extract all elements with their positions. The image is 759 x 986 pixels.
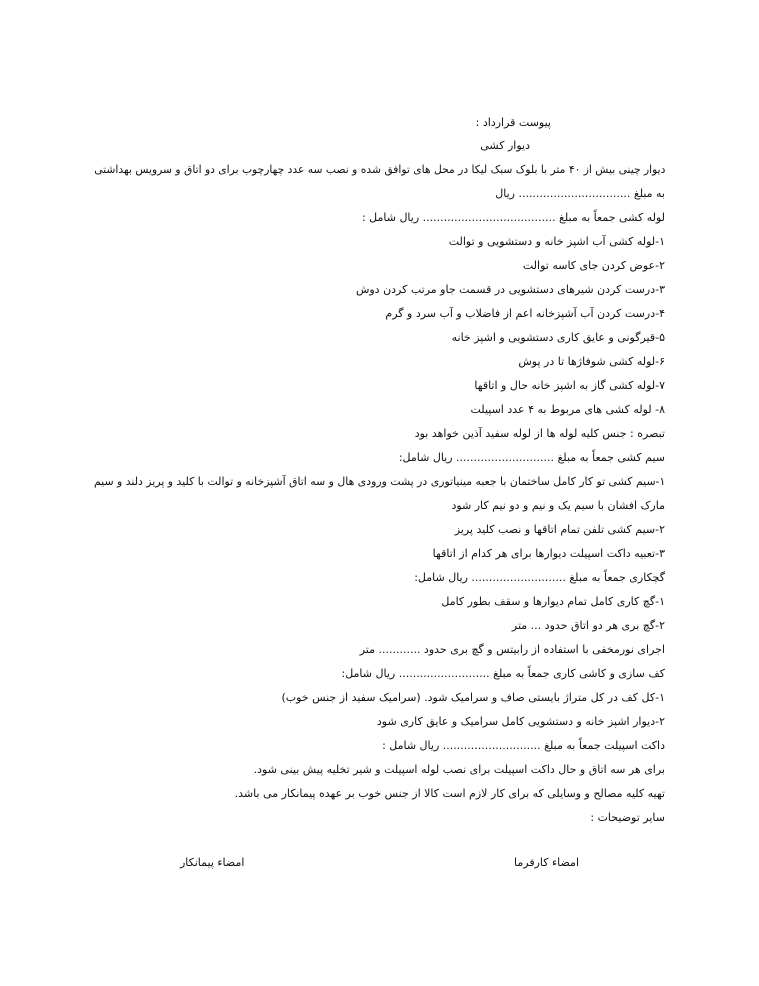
note-line: تبصره : جنس کلیه لوله ها از لوله سفید آذین خواهد بود [414,427,665,440]
list-item: ۷-لوله کشی گاز به اشپز خانه حال و اتاقها [474,379,665,392]
text-line: اجرای نورمخفی با استفاده از رابیتس و گچ بری حدود ............ متر [359,643,665,656]
employer-signature-label: امضاء کارفرما [514,856,579,869]
signature-row [0,856,759,876]
section-heading-wiring: سیم کشی جمعاً به مبلغ ............................ ریال شامل: [398,451,665,464]
section-heading-walls: دیوار کشی [480,139,530,152]
text-line: برای هر سه اتاق و حال داکت اسپیلت برای نصب لوله اسپیلت و شیر تخلیه پیش بینی شود. [253,763,665,776]
text-line: دیوار چینی بیش از ۴۰ متر با بلوک سبک لیکا در محل های توافق شده و نصب سه عدد چهارچوب برای دو اتاق و سرویس بهداشتی [93,163,665,176]
list-item: ۶-لوله کشی شوفاژها تا در پوش [518,355,665,368]
list-item: ۸- لوله کشی های مربوط به ۴ عدد اسپیلت [470,403,665,416]
list-item: ۱-لوله کشی آب اشپز خانه و دستشویی و توالت [448,235,665,248]
list-item: ۲-سیم کشی تلفن تمام اتاقها و نصب کلید پریز [454,523,665,536]
text-line: تهیه کلیه مصالح و وسایلی که برای کار لازم است کالا از جنس خوب بر عهده پیمانکار می باشد. [234,787,665,800]
list-item: ۵-قیرگونی و عایق کاری دستشویی و اشپز خانه [451,331,665,344]
list-item: ۱-کل کف در کل متراژ بایستی صاف و سرامیک شود. (سرامیک سفید از جنس خوب) [281,691,665,704]
list-item: ۴-درست کردن آب آشپزخانه اعم از فاضلاب و آب سرد و گرم [385,307,665,320]
contractor-signature-label: امضاء پیمانکار [180,856,245,869]
text-line: مارک افشان با سیم یک و نیم و دو نیم کار شود [451,499,665,512]
section-heading-plumbing: لوله کشی جمعاً به مبلغ ...................................... ریال شامل : [361,211,665,224]
section-heading-split-duct: داکت اسپیلت جمعاً به مبلغ ............................ ریال شامل : [382,739,665,752]
text-line: به مبلغ ................................ ریال [495,187,665,200]
attachment-body [0,116,759,836]
attachment-title: پیوست قرارداد : [475,116,551,129]
list-item: ۳-درست کردن شیرهای دستشویی در قسمت جاو مرتب کردن دوش [355,283,665,296]
list-item: ۲-دیوار اشپز خانه و دستشویی کامل سرامیک و عایق کاری شود [376,715,665,728]
list-item: ۱-سیم کشی تو کار کامل ساختمان با جعبه مینیاتوری در پشت ورودی هال و سه اتاق آشپزخانه و توالت با کلید و پریز دلند و سیم [93,475,665,488]
list-item: ۳-تعبیه داکت اسپیلت دیوارها برای هر کدام از اتاقها [432,547,665,560]
list-item: ۱-گچ کاری کامل تمام دیوارها و سقف بطور کامل [441,595,665,608]
text-line: سایر توضیحات : [590,811,665,824]
section-heading-flooring: کف سازی و کاشی کاری جمعاً به مبلغ .......................... ریال شامل: [341,667,665,680]
section-heading-plaster: گچکاری جمعاً به مبلغ ........................... ریال شامل: [414,571,665,584]
list-item: ۲-عوض کردن جای کاسه توالت [522,259,665,272]
list-item: ۲-گچ بری هر دو اتاق حدود ... متر [511,619,665,632]
